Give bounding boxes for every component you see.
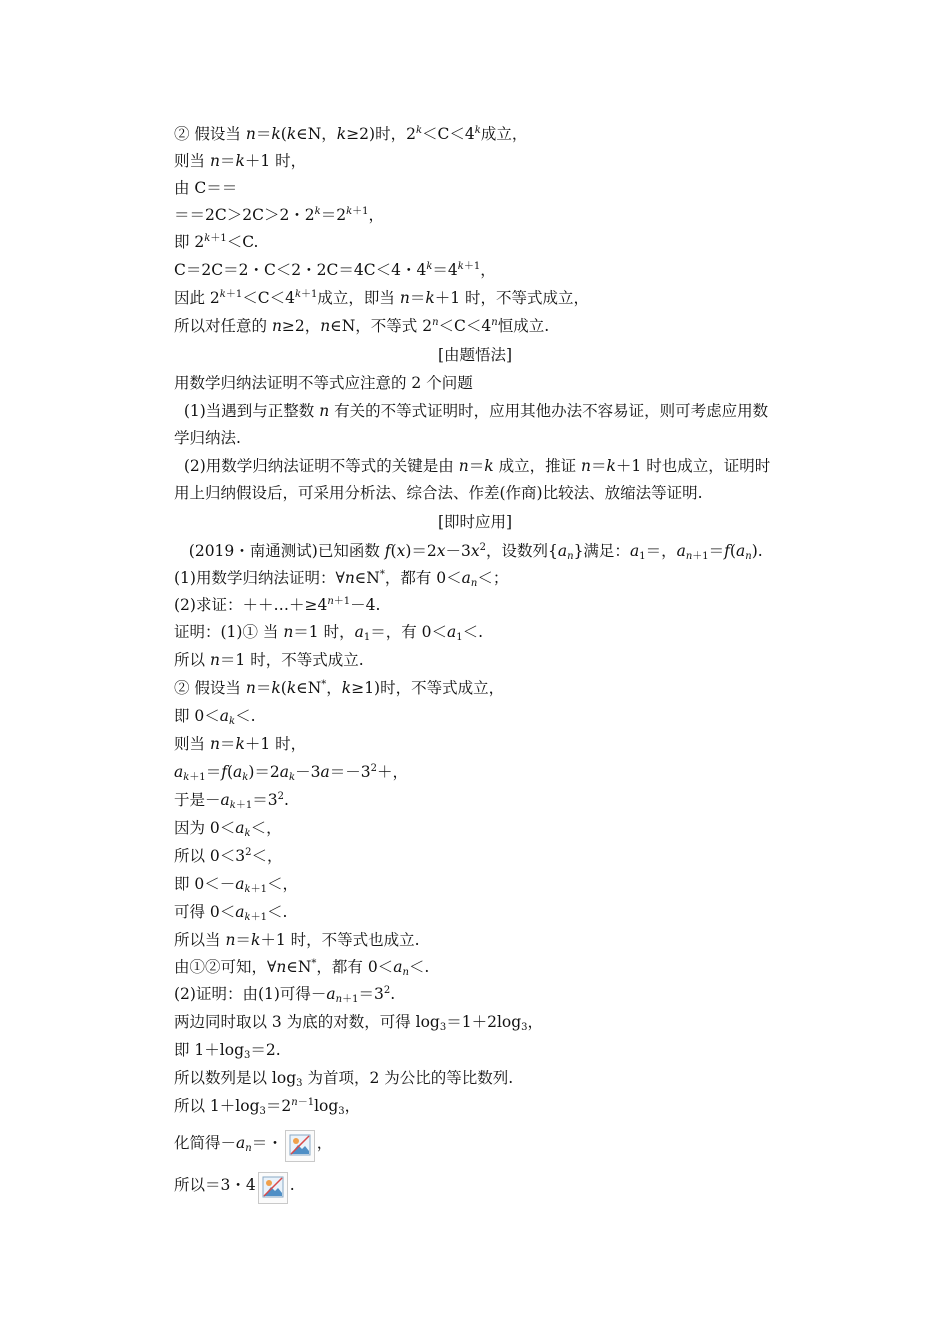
application-line-2: (1)用数学归纳法证明：∀n∈N*，都有 $0<a_n<$；: [174, 569, 509, 589]
application-line-9: $a_{k+1}=f(a_k)=2a_k-3a=-3^2+$，: [174, 763, 408, 783]
section-heading-application: [即时应用]: [437, 513, 513, 531]
application-line-12: 所以 $0<3^2<$，: [174, 847, 283, 865]
application-line-16: 由①②可知，∀n∈N*，都有 $0<a_n<$.: [174, 958, 430, 978]
proof-line-1: ② 假设当 n＝k(k∈N，k≥2)时，$2^k<C<4^k$成立，: [174, 125, 528, 143]
proof-line-8: 所以对任意的 n≥2，n∈N，不等式 $2^n<C<4^n$恒成立.: [174, 317, 550, 335]
proof-line-5: 即 $2^{k+1}<C$.: [174, 233, 259, 251]
application-line-14: 可得 $0<a_{k+1}<$.: [174, 903, 288, 923]
application-line-5: 所以 n＝1 时，不等式成立.: [174, 651, 364, 669]
method-line-3: 学归纳法.: [174, 429, 241, 447]
application-line-11: 因为 $0<a_k<$，: [174, 819, 282, 839]
application-line-13: 即 $0<-a_{k+1}<$，: [174, 875, 298, 895]
proof-line-2: 则当 n＝k＋1 时，: [174, 152, 307, 170]
proof-line-3: 由 C＝＝: [174, 179, 238, 197]
application-line-1: (2019・南通测试)已知函数 $f(x)=2x-3x^2$，设数列$\{a_n\}$满足：$a_1=$，$a_{n+1}=f(a_n)$.: [174, 542, 763, 562]
application-line-8: 则当 n＝k＋1 时，: [174, 735, 307, 753]
section-heading-method: [由题悟法]: [437, 346, 513, 364]
application-line-18: 两边同时取以 3 为底的对数，可得 $\log_3=1+2\log_3$，: [174, 1013, 544, 1033]
proof-line-4: ＝＝2C＞2C＞2・$2^k=2^{k+1}$，: [174, 206, 385, 224]
application-line-15: 所以当 n＝k＋1 时，不等式也成立.: [174, 931, 420, 949]
application-line-3: (2)求证：$++\dots+\ge 4^{n+1}-4$.: [174, 596, 381, 614]
application-line-4: 证明：(1)① 当 n＝1 时，$a_1=$，有 $0<a_1<$.: [174, 623, 484, 643]
application-line-20: 所以数列是以 $\log_3$ 为首项，2 为公比的等比数列.: [174, 1069, 514, 1089]
final-line-1: 化简得$-a_n=$・ ，: [174, 1130, 332, 1162]
application-line-6: ② 假设当 n＝k(k∈N*，k≥1)时，不等式成立，: [174, 679, 505, 697]
proof-line-6: C＝2C＝2・C＜2・2C＝4C＜4・$4^k=4^{k+1}$，: [174, 261, 496, 279]
broken-image-icon: [285, 1130, 315, 1162]
application-line-10: 于是$-a_{k+1}=3^2$.: [174, 791, 289, 811]
application-line-17: (2)证明：由(1)可得$-a_{n+1}=3^2$.: [174, 985, 396, 1005]
final-line-2: 所以＝3・4 .: [174, 1172, 295, 1204]
application-line-21: 所以 $1+\log_3=2^{n-1}\log_3$，: [174, 1097, 361, 1117]
method-line-2: (1)当遇到与正整数 n 有关的不等式证明时，应用其他办法不容易证，则可考虑应用数: [174, 402, 769, 420]
application-line-19: 即 $1+\log_3=2$.: [174, 1041, 281, 1061]
proof-line-7: 因此 $2^{k+1}<C<4^{k+1}$成立，即当 n＝k＋1 时，不等式成立，: [174, 289, 590, 307]
method-line-1: 用数学归纳法证明不等式应注意的 2 个问题: [174, 374, 473, 392]
broken-image-icon: [258, 1172, 288, 1204]
method-line-4: (2)用数学归纳法证明不等式的关键是由 n＝k 成立，推证 n＝k＋1 时也成立，证明时: [174, 457, 771, 475]
application-line-7: 即 $0<a_k<$.: [174, 707, 256, 727]
method-line-5: 用上归纳假设后，可采用分析法、综合法、作差(作商)比较法、放缩法等证明.: [174, 484, 703, 502]
